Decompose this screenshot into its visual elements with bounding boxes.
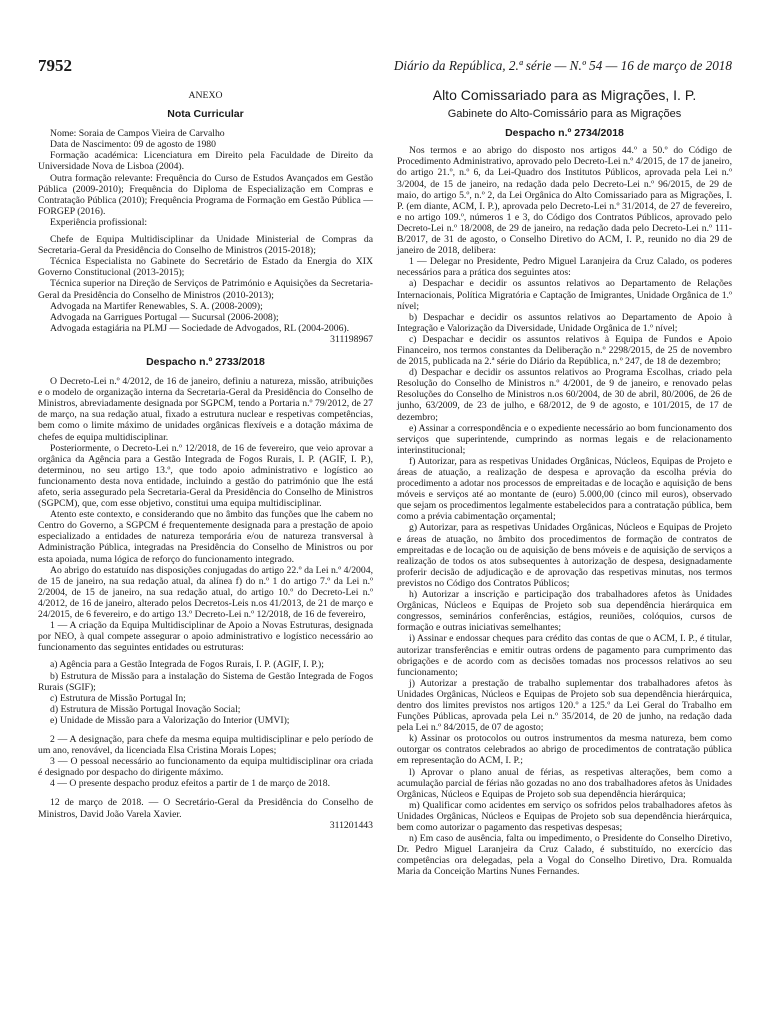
delegation-item: f) Autorizar, para as respetivas Unidades Orgânicas, Núcleos, Equipas de Projeto e áreas de atuação, a realização de despesa e aprovação da escolha prévia do procedimento a adotar nos processos de empreitadas e de locação e aquisição de bens móveis e serviços até ao montante de (euro) 5.000,00 (cinco mil euros), observado que sejam os procedimentos legalmente estabelecidos para a contratação pública, bem como a prévia cabimentação orçamental; (397, 455, 732, 523)
despacho-closing (38, 734, 373, 789)
list-item: e) Unidade de Missão para a Valorização do Interior (UMVI); (50, 714, 290, 726)
intro-paragraph: Nos termos e ao abrigo do disposto nos artigos 44.º a 50.º do Código de Procedimento Administrativo, aprovado pelo Decreto-Lei n.º 4/2015, de 17 de janeiro, do artigo 21.º, n.º 6, da Lei-Quadro dos Institutos Públicos, aprovada pela Lei n.º 3/2004, de 15 de janeiro, na redação dada pelo Decreto-Lei n.º 96/2015, de 29 de maio, do artigo 5.º, n.º 2, da Lei Orgânica do Alto Comissariado para as Migrações, I. P. (em diante, ACM, I. P.), aprovada pelo Decreto-Lei n.º 31/2014, de 27 de fevereiro, e no artigo 109.º, números 1 e 3, do Código dos Contratos Públicos, aprovado pelo Decreto-Lei n.º 18/2008, de 29 de janeiro, na redação dada pelo Decreto-Lei n.º 111-B/2017, de 31 de agosto, o Conselho Diretivo do ACM, I. P., reunido no dia 29 de janeiro de 2018, delibera: (397, 145, 732, 257)
organization-title: Alto Comissariado para as Migrações, I. P. (432, 87, 697, 103)
despacho-paragraph: 2 — A designação, para chefe da mesma equipa multidisciplinar e pelo período de um ano, renovável, da licenciada Elsa Cristina Morais Lopes; (38, 733, 373, 757)
delegation-intro (397, 145, 732, 278)
reference-number: 311201443 (329, 819, 373, 831)
left-column (38, 90, 373, 831)
cv-line: Formação académica: Licenciatura em Direito pela Faculdade de Direito da Universidade Nova de Lisboa (2004). (38, 150, 373, 173)
despacho-paragraph: 3 — O pessoal necessário ao funcionamento da equipa multidisciplinar ora criada é designado por despacho do dirigente máximo. (38, 756, 373, 779)
experience-line: Técnica Especialista no Gabinete do Secretário de Estado da Energia do XIX Governo Constitucional (2013-2015); (38, 256, 373, 279)
delegation-item: a) Despachar e decidir os assuntos relativos ao Departamento de Relações Internacionais, Política Migratória e Captação de Imigrantes, Unidade Orgânica de 1.º nível; (397, 278, 732, 312)
delegation-item: c) Despachar e decidir os assuntos relativos à Equipa de Fundos e Apoio Financeiro, nos termos constantes da Deliberação n.º 2298/2015, de 25 de novembro de 2015, publicada na 2.ª série do Diário da República, n.º 247, de 18 de dezembro; (397, 333, 732, 368)
annex-heading: ANEXO (188, 90, 223, 101)
list-item: c) Estrutura de Missão Portugal In; (50, 692, 186, 704)
delegation-items (397, 278, 732, 877)
delegation-item: e) Assinar a correspondência e o expediente necessário ao bom funcionamento dos serviços que superintende, cumprindo as normas legais e de relacionamento interinstitucional; (397, 422, 732, 456)
signature: 12 de março de 2018. — O Secretário-Geral da Presidência do Conselho de Ministros, David João Varela Xavier. (38, 797, 373, 820)
delegation-item: n) Em caso de ausência, falta ou impedimento, o Presidente do Conselho Diretivo, Dr. Pedro Miguel Laranjeira da Cruz Calado, é substituído, no exercício das competências ora delegadas, pela a Vogal do Conselho Diretivo, Dra. Romualda Maria da Conceição Martins Nunes Fernandes. (397, 833, 732, 878)
despacho-paragraph: O Decreto-Lei n.º 4/2012, de 16 de janeiro, definiu a natureza, missão, atribuições e o modelo de organização interna da Secretaria-Geral da Presidência do Conselho de Ministros, abreviadamente designada por SGPCM, tendo a Portaria n.º 79/2012, de 27 de março, na sua redação atual, fixado a estrutura nuclear e respetivas competências, bem como o limite máximo de unidades orgânicas flexíveis e a dotação máxima de chefes de equipa multidisciplinar. (38, 376, 373, 443)
cv-line: Data de Nascimento: 09 de agosto de 1980 (50, 139, 216, 151)
delegation-item: m) Qualificar como acidentes em serviço os sofridos pelos trabalhadores afetos às Unidades Orgânicas, Núcleos e Equipas de Projeto sob sua dependência hierárquica, bem como autorizar o pagamento das respetivas despesas; (397, 799, 732, 833)
curriculum-heading: Nota Curricular (167, 108, 244, 121)
office-title: Gabinete do Alto-Comissário para as Migrações (447, 108, 682, 121)
delegation-item: g) Autorizar, para as respetivas Unidades Orgânicas, Núcleos e Equipas de Projeto e áreas de atuação, no âmbito dos procedimentos de formação de contratos de empreitadas e de locação ou de aquisição de bens móveis e de aquisição de serviços a realização de todos os atos subsequentes à autorização de despesa, designadamente proferir decisão de adjudicação e de aprovação das respetivas minutas, nos termos previstos no Código dos Contratos Públicos; (397, 522, 732, 589)
experience-line: Advogada na Garrigues Portugal — Sucursal (2006-2008); (50, 311, 279, 323)
list-item: b) Estrutura de Missão para a instalação do Sistema de Gestão Integrada de Fogos Rurais (SGIF); (38, 670, 373, 693)
page-number: 7952 (38, 56, 72, 75)
experience-block (38, 234, 373, 334)
despacho-list (38, 659, 373, 726)
delegation-item: d) Despachar e decidir os assuntos relativos ao Programa Escolhas, criado pela Resolução do Conselho de Ministros n.º 4/2001, de 9 de janeiro, e renovado pelas Resoluções do Conselho de Ministros n.os 60/2004, de 30 de abril, 80/2006, de 26 de junho, 63/2009, de 23 de julho, e 68/2012, de 9 de agosto, e 101/2015, de 17 de dezembro; (397, 367, 732, 423)
experience-line: Chefe de Equipa Multidisciplinar da Unidade Ministerial de Compras da Secretaria-Geral da Presidência do Conselho de Ministros (2015-2018); (38, 234, 373, 257)
experience-line: Técnica superior na Direção de Serviços de Património e Aquisições da Secretaria-Geral da Presidência do Conselho de Ministros (2010-2013); (38, 278, 373, 301)
delegation-item: h) Autorizar a inscrição e participação dos trabalhadores afetos às Unidades Orgânicas, Núcleos e Equipas de Projeto sob sua dependência hierárquica em congressos, seminários conferências, estágios, reuniões, colóquios, cursos de formação e outras iniciativas semelhantes; (397, 589, 732, 634)
list-item: d) Estrutura de Missão Portugal Inovação Social; (50, 703, 241, 715)
right-column (397, 87, 732, 878)
cv-line: Nome: Soraia de Campos Vieira de Carvalho (50, 128, 225, 140)
delegation-item: i) Assinar e endossar cheques para crédito das contas de que o ACM, I. P., é titular, autorizar transferências e emitir outras ordens de pagamento para cumprimento das obrigações e de acordo com as decisões tomadas nos processos relativos ao seu funcionamento; (397, 633, 732, 678)
delegation-item: l) Aprovar o plano anual de férias, as respetivas alterações, bem como a acumulação parcial de férias não gozadas no ano dos trabalhadores afetos às Unidades Orgânicas, Núcleos e Equipas de Projeto sob sua dependência hierárquica; (397, 766, 732, 800)
page-header (38, 56, 732, 78)
delegation-item: k) Assinar os protocolos ou outros instrumentos da mesma natureza, bem como outorgar os contratos celebrados ao abrigo de procedimentos de contratação pública em representação do ACM, I. P.; (397, 733, 732, 767)
despacho-heading: Despacho n.º 2734/2018 (505, 127, 624, 140)
despacho-body (38, 376, 373, 653)
intro-paragraph: 1 — Delegar no Presidente, Pedro Miguel Laranjeira da Cruz Calado, os poderes necessários para a prática dos seguintes atos: (397, 256, 732, 279)
despacho-paragraph: 4 — O presente despacho produz efeitos a partir de 1 de março de 2018. (50, 778, 331, 790)
despacho-paragraph: Ao abrigo do estatuído nas disposições conjugadas do artigo 22.º da Lei n.º 4/2004, de 15 de janeiro, na sua redação atual, da alínea f) do n.º 1 do artigo 7.º da Lei n.º 2/2004, de 15 de janeiro, na sua redação atual, do artigo 10.º do Decreto-Lei n.º 4/2012, de 16 de janeiro, alterado pelos Decretos-Leis n.os 41/2013, de 21 de março e 24/2015, de 6 fevereiro, e do artigo 13.º Decreto-Lei n.º 12/2018, de 16 de fevereiro, (38, 564, 373, 621)
despacho-heading: Despacho n.º 2733/2018 (146, 355, 265, 368)
delegation-item: j) Autorizar a prestação de trabalho suplementar dos trabalhadores afetos às Unidades Orgânicas, Núcleos e Equipas de Projeto sob sua dependência hierárquica, dentro dos limites previstos nos artigos 120.º a 125.º da Lei Geral do Trabalho em Funções Públicas, aprovada pela Lei n.º 35/2014, de 20 de junho, na redação dada pela Lei n.º 84/2015, de 07 de agosto; (397, 677, 732, 734)
despacho-paragraph: Atento este contexto, e considerando que no âmbito das funções que lhe cabem no Centro do Governo, a SGPCM é frequentemente designada para a prestação de apoio especializado a entidades de natureza temporária e/ou de natureza transversal à Administração Pública, integradas na Presidência do Conselho de Ministros ou por esta apoiada, numa lógica de reforço do funcionamento integrado. (38, 509, 373, 565)
cv-line: Experiência profissional: (50, 216, 148, 228)
despacho-paragraph: Posteriormente, o Decreto-Lei n.º 12/2018, de 16 de fevereiro, que veio aprovar a orgânica da Agência para a Gestão Integrada de Fogos Rurais, I. P. (AGIF, I. P.), determinou, no seu artigo 13.º, que todo apoio administrativo e logístico ao funcionamento desta nova entidade, incluindo a gestão do património que lhe está afeto, seria assegurado pela Secretaria-Geral da Presidência do Conselho de Ministros (SGPCM), que, com esse objetivo, constitui uma equipa multidisciplinar. (38, 442, 373, 510)
cv-block (38, 128, 373, 228)
experience-line: Advogada na Martifer Renewables, S. A. (2008-2009); (50, 300, 263, 312)
reference-number: 311198967 (330, 333, 373, 345)
journal-title: Diário da República, 2.ª série — N.º 54 — 16 de março de 2018 (393, 58, 732, 73)
list-item: a) Agência para a Gestão Integrada de Fogos Rurais, I. P. (AGIF, I. P.); (50, 659, 324, 671)
experience-line: Advogada estagiária na PLMJ — Sociedade de Advogados, RL (2004-2006). (50, 322, 350, 334)
delegation-item: b) Despachar e decidir os assuntos relativos ao Departamento de Apoio à Integração e Valorização da Diversidade, Unidade Orgânica de 1.º nível; (397, 311, 732, 334)
cv-line: Outra formação relevante: Frequência do Curso de Estudos Avançados em Gestão Pública (2009-2010); Frequência do Diploma de Especialização em Compras e Contratação Pública (2010); Frequência Programa de Formação em Gestão Pública — FORGEP (2016). (38, 172, 373, 217)
despacho-paragraph: 1 — A criação da Equipa Multidisciplinar de Apoio a Novas Estruturas, designada por NEO, à qual compete assegurar o apoio administrativo e logístico necessário ao funcionamento das seguintes entidades ou estruturas: (38, 620, 373, 654)
